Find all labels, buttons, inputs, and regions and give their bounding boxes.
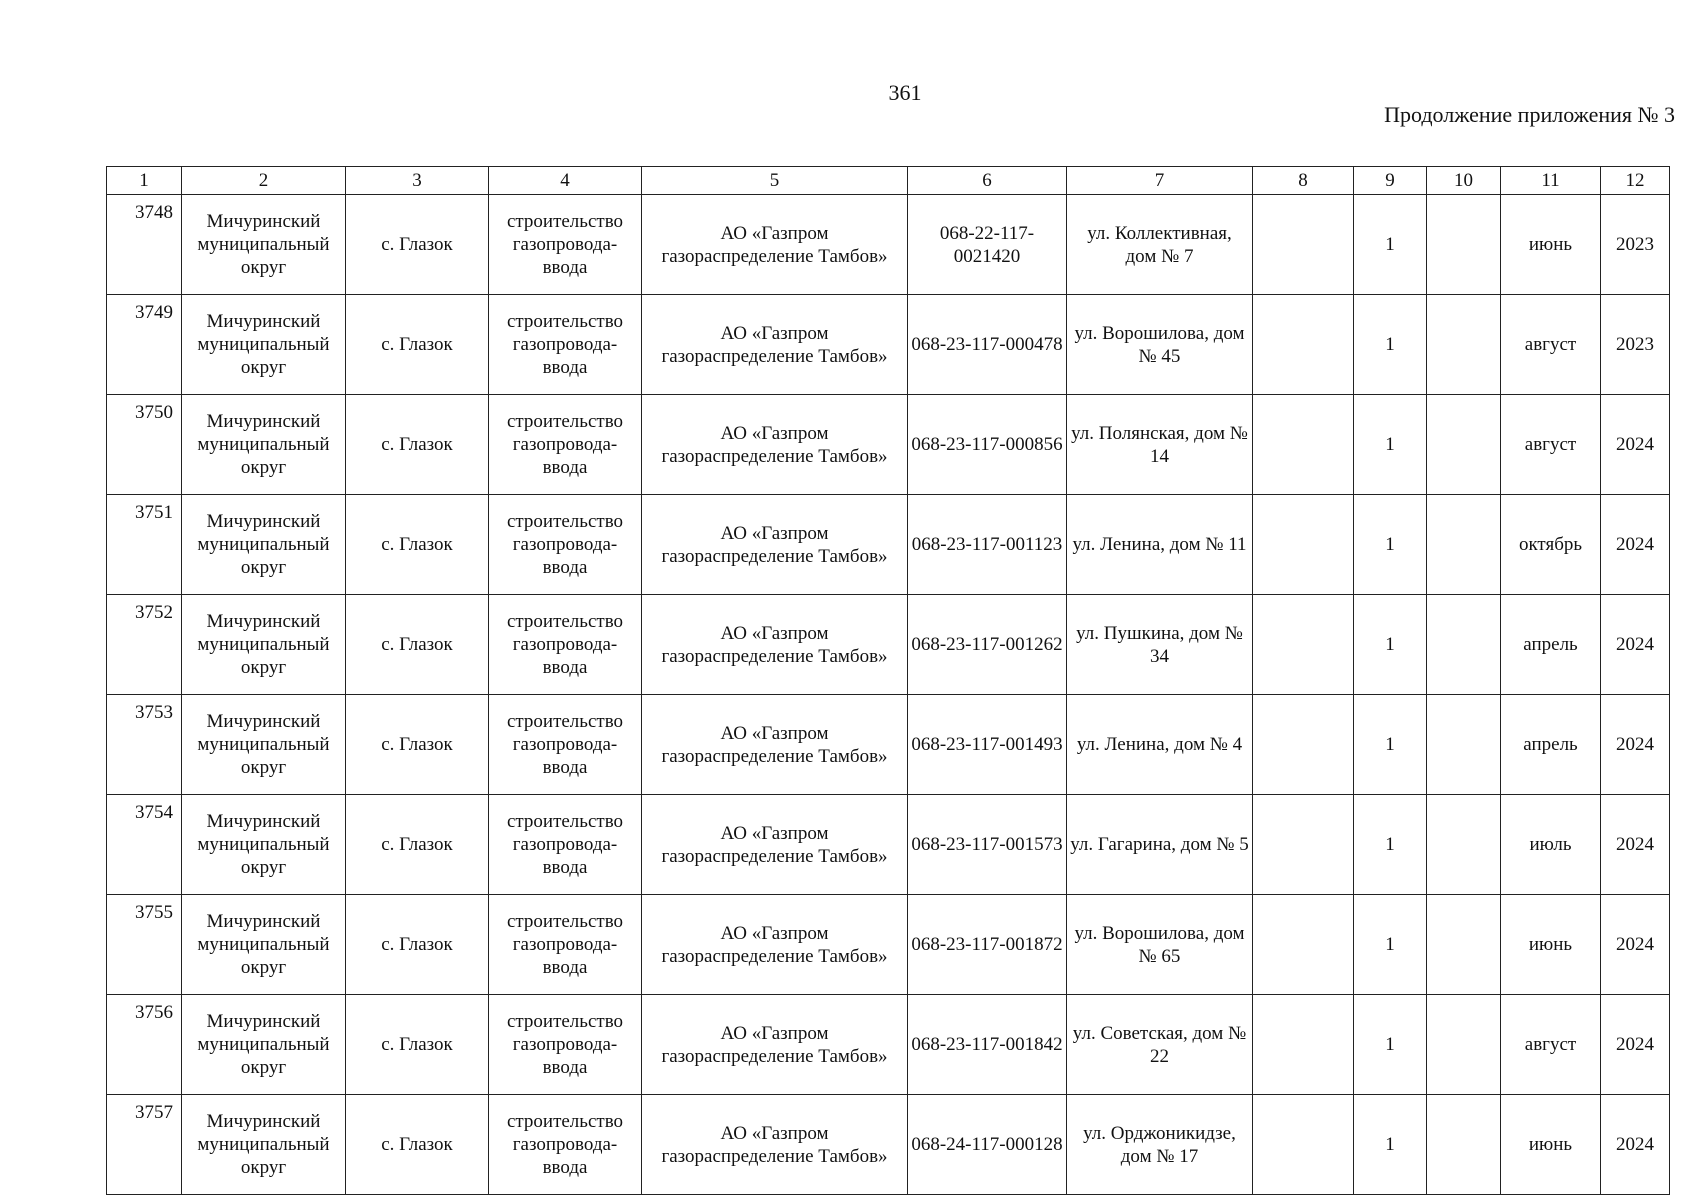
row-number-cell: 3755 — [107, 895, 182, 995]
column-8-cell — [1253, 495, 1354, 595]
district-cell: Мичуринский муниципальный округ — [182, 995, 346, 1095]
row-number-cell: 3753 — [107, 695, 182, 795]
column-8-cell — [1253, 695, 1354, 795]
code-cell: 068-23-117-001262 — [908, 595, 1067, 695]
month-cell: апрель — [1501, 695, 1601, 795]
table-row — [107, 995, 1670, 1095]
month-cell: апрель — [1501, 595, 1601, 695]
column-header: 12 — [1601, 167, 1670, 195]
column-8-cell — [1253, 1095, 1354, 1195]
district-cell: Мичуринский муниципальный округ — [182, 295, 346, 395]
year-cell: 2024 — [1601, 695, 1670, 795]
work-type-cell: строительство газопровода-ввода — [489, 795, 642, 895]
table-row — [107, 495, 1670, 595]
count-cell: 1 — [1354, 795, 1427, 895]
locality-cell: с. Глазок — [346, 295, 489, 395]
column-10-cell — [1427, 295, 1501, 395]
locality-cell: с. Глазок — [346, 795, 489, 895]
row-number-cell: 3751 — [107, 495, 182, 595]
column-8-cell — [1253, 595, 1354, 695]
locality-cell: с. Глазок — [346, 695, 489, 795]
work-type-cell: строительство газопровода-ввода — [489, 695, 642, 795]
work-type-cell: строительство газопровода-ввода — [489, 595, 642, 695]
work-type-cell: строительство газопровода-ввода — [489, 195, 642, 295]
organization-cell: АО «Газпром газораспределение Тамбов» — [642, 895, 908, 995]
code-cell: 068-23-117-001842 — [908, 995, 1067, 1095]
code-cell: 068-23-117-000856 — [908, 395, 1067, 495]
year-cell: 2024 — [1601, 995, 1670, 1095]
table-row — [107, 1095, 1670, 1195]
count-cell: 1 — [1354, 395, 1427, 495]
count-cell: 1 — [1354, 595, 1427, 695]
locality-cell: с. Глазок — [346, 195, 489, 295]
locality-cell: с. Глазок — [346, 895, 489, 995]
work-type-cell: строительство газопровода-ввода — [489, 895, 642, 995]
organization-cell: АО «Газпром газораспределение Тамбов» — [642, 995, 908, 1095]
organization-cell: АО «Газпром газораспределение Тамбов» — [642, 1095, 908, 1195]
column-header: 10 — [1427, 167, 1501, 195]
header-row — [107, 167, 1670, 195]
column-8-cell — [1253, 195, 1354, 295]
district-cell: Мичуринский муниципальный округ — [182, 395, 346, 495]
address-cell: ул. Ворошилова, дом № 45 — [1067, 295, 1253, 395]
column-header: 7 — [1067, 167, 1253, 195]
row-number-cell: 3757 — [107, 1095, 182, 1195]
column-8-cell — [1253, 995, 1354, 1095]
year-cell: 2023 — [1601, 295, 1670, 395]
year-cell: 2024 — [1601, 595, 1670, 695]
column-10-cell — [1427, 495, 1501, 595]
locality-cell: с. Глазок — [346, 395, 489, 495]
column-10-cell — [1427, 995, 1501, 1095]
organization-cell: АО «Газпром газораспределение Тамбов» — [642, 495, 908, 595]
code-cell: 068-24-117-000128 — [908, 1095, 1067, 1195]
organization-cell: АО «Газпром газораспределение Тамбов» — [642, 395, 908, 495]
code-cell: 068-23-117-001573 — [908, 795, 1067, 895]
row-number-cell: 3754 — [107, 795, 182, 895]
address-cell: ул. Гагарина, дом № 5 — [1067, 795, 1253, 895]
code-cell: 068-23-117-001493 — [908, 695, 1067, 795]
year-cell: 2024 — [1601, 495, 1670, 595]
district-cell: Мичуринский муниципальный округ — [182, 695, 346, 795]
month-cell: август — [1501, 295, 1601, 395]
appendix-title: Продолжение приложения № 3 — [1384, 102, 1675, 127]
month-cell: июнь — [1501, 195, 1601, 295]
organization-cell: АО «Газпром газораспределение Тамбов» — [642, 695, 908, 795]
count-cell: 1 — [1354, 195, 1427, 295]
table-row — [107, 795, 1670, 895]
month-cell: июнь — [1501, 1095, 1601, 1195]
column-header: 11 — [1501, 167, 1601, 195]
locality-cell: с. Глазок — [346, 1095, 489, 1195]
column-10-cell — [1427, 895, 1501, 995]
month-cell: июнь — [1501, 895, 1601, 995]
column-header: 2 — [182, 167, 346, 195]
column-header: 1 — [107, 167, 182, 195]
organization-cell: АО «Газпром газораспределение Тамбов» — [642, 295, 908, 395]
count-cell: 1 — [1354, 495, 1427, 595]
table-row — [107, 895, 1670, 995]
column-10-cell — [1427, 695, 1501, 795]
year-cell: 2024 — [1601, 1095, 1670, 1195]
address-cell: ул. Советская, дом № 22 — [1067, 995, 1253, 1095]
work-type-cell: строительство газопровода-ввода — [489, 295, 642, 395]
work-type-cell: строительство газопровода-ввода — [489, 995, 642, 1095]
row-number-cell: 3756 — [107, 995, 182, 1095]
year-cell: 2024 — [1601, 895, 1670, 995]
row-number-cell: 3748 — [107, 195, 182, 295]
count-cell: 1 — [1354, 895, 1427, 995]
district-cell: Мичуринский муниципальный округ — [182, 495, 346, 595]
page-number: 361 — [888, 80, 922, 105]
address-cell: ул. Полянская, дом № 14 — [1067, 395, 1253, 495]
column-10-cell — [1427, 595, 1501, 695]
column-header: 8 — [1253, 167, 1354, 195]
column-header: 3 — [346, 167, 489, 195]
address-cell: ул. Орджоникидзе, дом № 17 — [1067, 1095, 1253, 1195]
table-row — [107, 395, 1670, 495]
district-cell: Мичуринский муниципальный округ — [182, 195, 346, 295]
column-8-cell — [1253, 795, 1354, 895]
code-cell: 068-23-117-001123 — [908, 495, 1067, 595]
address-cell: ул. Коллективная, дом № 7 — [1067, 195, 1253, 295]
count-cell: 1 — [1354, 695, 1427, 795]
month-cell: июль — [1501, 795, 1601, 895]
column-8-cell — [1253, 895, 1354, 995]
table-row — [107, 595, 1670, 695]
work-type-cell: строительство газопровода-ввода — [489, 1095, 642, 1195]
month-cell: октябрь — [1501, 495, 1601, 595]
count-cell: 1 — [1354, 1095, 1427, 1195]
column-10-cell — [1427, 395, 1501, 495]
address-cell: ул. Пушкина, дом № 34 — [1067, 595, 1253, 695]
code-cell: 068-22-117-0021420 — [908, 195, 1067, 295]
organization-cell: АО «Газпром газораспределение Тамбов» — [642, 795, 908, 895]
column-header: 9 — [1354, 167, 1427, 195]
year-cell: 2024 — [1601, 395, 1670, 495]
month-cell: август — [1501, 995, 1601, 1095]
work-type-cell: строительство газопровода-ввода — [489, 495, 642, 595]
district-cell: Мичуринский муниципальный округ — [182, 1095, 346, 1195]
district-cell: Мичуринский муниципальный округ — [182, 895, 346, 995]
work-type-cell: строительство газопровода-ввода — [489, 395, 642, 495]
code-cell: 068-23-117-000478 — [908, 295, 1067, 395]
column-10-cell — [1427, 195, 1501, 295]
locality-cell: с. Глазок — [346, 995, 489, 1095]
row-number-cell: 3752 — [107, 595, 182, 695]
locality-cell: с. Глазок — [346, 595, 489, 695]
code-cell: 068-23-117-001872 — [908, 895, 1067, 995]
column-header: 4 — [489, 167, 642, 195]
table-row — [107, 195, 1670, 295]
organization-cell: АО «Газпром газораспределение Тамбов» — [642, 195, 908, 295]
table-row — [107, 295, 1670, 395]
month-cell: август — [1501, 395, 1601, 495]
column-10-cell — [1427, 1095, 1501, 1195]
row-number-cell: 3749 — [107, 295, 182, 395]
column-10-cell — [1427, 795, 1501, 895]
count-cell: 1 — [1354, 995, 1427, 1095]
column-8-cell — [1253, 395, 1354, 495]
row-number-cell: 3750 — [107, 395, 182, 495]
column-header: 6 — [908, 167, 1067, 195]
organization-cell: АО «Газпром газораспределение Тамбов» — [642, 595, 908, 695]
year-cell: 2024 — [1601, 795, 1670, 895]
address-cell: ул. Ленина, дом № 4 — [1067, 695, 1253, 795]
table-row — [107, 695, 1670, 795]
locality-cell: с. Глазок — [346, 495, 489, 595]
count-cell: 1 — [1354, 295, 1427, 395]
column-8-cell — [1253, 295, 1354, 395]
column-header: 5 — [642, 167, 908, 195]
district-cell: Мичуринский муниципальный округ — [182, 595, 346, 695]
registry-table — [106, 166, 1670, 1195]
district-cell: Мичуринский муниципальный округ — [182, 795, 346, 895]
address-cell: ул. Ворошилова, дом № 65 — [1067, 895, 1253, 995]
address-cell: ул. Ленина, дом № 11 — [1067, 495, 1253, 595]
year-cell: 2023 — [1601, 195, 1670, 295]
